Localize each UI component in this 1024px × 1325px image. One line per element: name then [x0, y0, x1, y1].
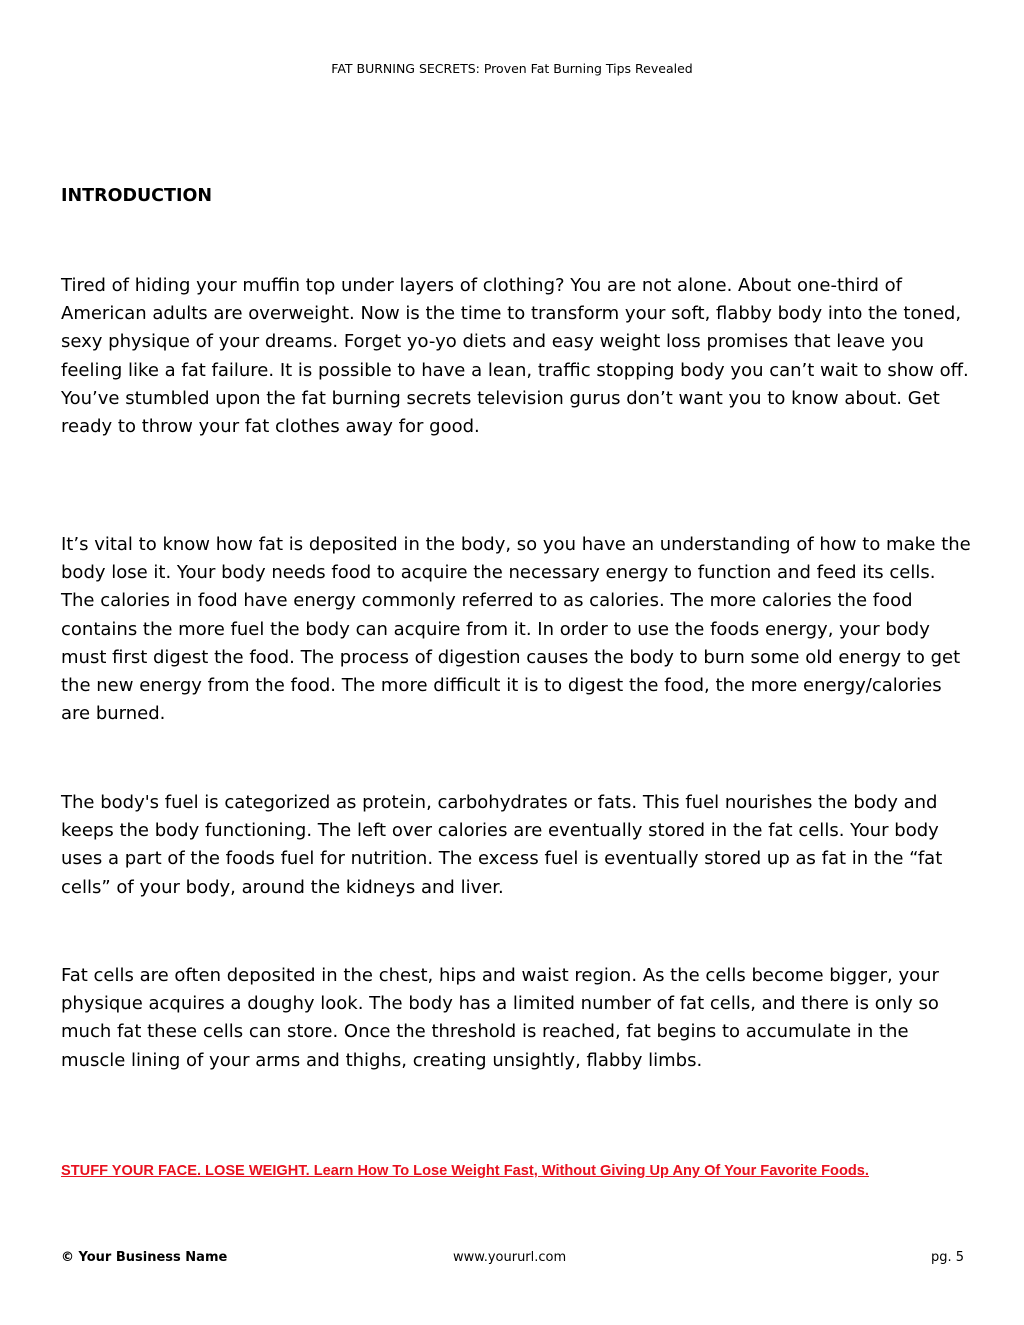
- body-paragraph: It’s vital to know how fat is deposited in the body, so you have an understanding of how to make the body lose it. Your body needs food to acquire the necessary energy to function and feed its cells. The calories in food have energy commonly referred to as calories. The more calories the food contains the more fuel the body can acquire from it. In order to use the foods energy, your body must first digest the food. The process of digestion causes the body to burn some old energy to get the new energy from the food. The more difficult it is to digest the food, the more energy/calories are burned.: [61, 534, 971, 725]
- section-heading: INTRODUCTION: [61, 186, 212, 206]
- footer-url-link[interactable]: www.yoururl.com: [453, 1250, 567, 1265]
- running-header: FAT BURNING SECRETS: Proven Fat Burning Tips Revealed: [331, 61, 693, 76]
- body-paragraph: Fat cells are often deposited in the chest, hips and waist region. As the cells become bigger, your physique acquires a doughy look. The body has a limited number of fat cells, and there is only so much fat these cells can store. Once the threshold is reached, fat begins to accumulate in the muscle lining of your arms and thighs, creating unsightly, flabby limbs.: [61, 965, 939, 1071]
- body-paragraph: The body's fuel is categorized as protein, carbohydrates or fats. This fuel nourishes the body and keeps the body functioning. The left over calories are eventually stored in the fat cells. Your body uses a part of the foods fuel for nutrition. The excess fuel is eventually stored up as fat in the “fat cells” of your body, around the kidneys and liver.: [61, 792, 943, 898]
- footer-page-number: pg. 5: [930, 1250, 964, 1265]
- page-footer: [61, 1249, 964, 1267]
- footer-business-name: © Your Business Name: [61, 1250, 228, 1265]
- body-paragraph: Tired of hiding your muffin top under layers of clothing? You are not alone. About one-third of American adults are overweight. Now is the time to transform your soft, flabby body into the toned, sexy physique of your dreams. Forget yo-yo diets and easy weight loss promises that leave you feeling like a fat failure. It is possible to have a lean, traffic stopping body you can’t wait to show off. You’ve stumbled upon the fat burning secrets television gurus don’t want you to know about. Get ready to throw your fat clothes away for good.: [61, 275, 969, 438]
- promo-link[interactable]: STUFF YOUR FACE. LOSE WEIGHT. Learn How To Lose Weight Fast, Without Giving Up Any Of Your Favorite Foods.: [61, 1163, 869, 1179]
